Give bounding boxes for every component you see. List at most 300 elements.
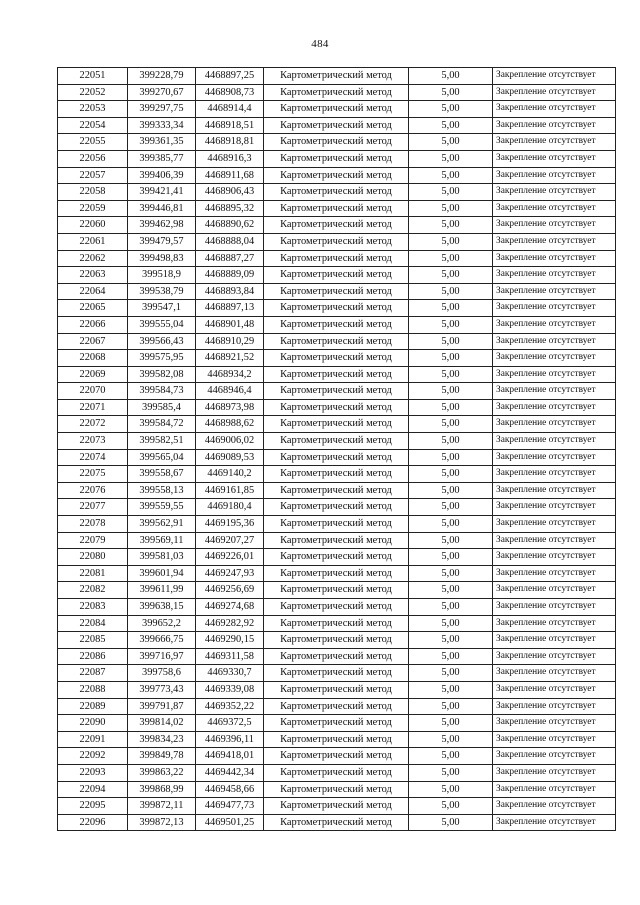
accuracy-cell: 5,00 xyxy=(409,466,493,483)
y-coordinate-cell: 4468889,09 xyxy=(196,267,264,284)
y-coordinate-cell: 4469195,36 xyxy=(196,516,264,533)
fixation-cell: Закрепление отсутствует xyxy=(493,565,616,582)
method-cell: Картометрический метод xyxy=(264,167,409,184)
method-cell: Картометрический метод xyxy=(264,681,409,698)
point-number-cell: 22073 xyxy=(58,433,128,450)
point-number-cell: 22082 xyxy=(58,582,128,599)
x-coordinate-cell: 399791,87 xyxy=(128,698,196,715)
x-coordinate-cell: 399652,2 xyxy=(128,615,196,632)
accuracy-cell: 5,00 xyxy=(409,731,493,748)
y-coordinate-cell: 4468918,81 xyxy=(196,134,264,151)
table-row xyxy=(58,333,616,350)
point-number-cell: 22095 xyxy=(58,798,128,815)
page-number: 484 xyxy=(311,38,329,50)
method-cell: Картометрический метод xyxy=(264,516,409,533)
accuracy-cell: 5,00 xyxy=(409,798,493,815)
method-cell: Картометрический метод xyxy=(264,250,409,267)
fixation-cell: Закрепление отсутствует xyxy=(493,482,616,499)
method-cell: Картометрический метод xyxy=(264,731,409,748)
y-coordinate-cell: 4469339,08 xyxy=(196,681,264,698)
x-coordinate-cell: 399569,11 xyxy=(128,532,196,549)
fixation-cell: Закрепление отсутствует xyxy=(493,333,616,350)
accuracy-cell: 5,00 xyxy=(409,233,493,250)
method-cell: Картометрический метод xyxy=(264,333,409,350)
accuracy-cell: 5,00 xyxy=(409,516,493,533)
accuracy-cell: 5,00 xyxy=(409,184,493,201)
x-coordinate-cell: 399601,94 xyxy=(128,565,196,582)
table-row xyxy=(58,449,616,466)
method-cell: Картометрический метод xyxy=(264,399,409,416)
table-row xyxy=(58,250,616,267)
point-number-cell: 22062 xyxy=(58,250,128,267)
fixation-cell: Закрепление отсутствует xyxy=(493,599,616,616)
y-coordinate-cell: 4468921,52 xyxy=(196,350,264,367)
point-number-cell: 22069 xyxy=(58,366,128,383)
table-row xyxy=(58,134,616,151)
y-coordinate-cell: 4469140,2 xyxy=(196,466,264,483)
x-coordinate-cell: 399872,13 xyxy=(128,814,196,831)
fixation-cell: Закрепление отсутствует xyxy=(493,632,616,649)
point-number-cell: 22057 xyxy=(58,167,128,184)
method-cell: Картометрический метод xyxy=(264,482,409,499)
fixation-cell: Закрепление отсутствует xyxy=(493,316,616,333)
method-cell: Картометрический метод xyxy=(264,150,409,167)
method-cell: Картометрический метод xyxy=(264,316,409,333)
method-cell: Картометрический метод xyxy=(264,200,409,217)
fixation-cell: Закрепление отсутствует xyxy=(493,184,616,201)
point-number-cell: 22080 xyxy=(58,549,128,566)
fixation-cell: Закрепление отсутствует xyxy=(493,499,616,516)
table-row xyxy=(58,101,616,118)
table-row xyxy=(58,698,616,715)
accuracy-cell: 5,00 xyxy=(409,698,493,715)
table-row xyxy=(58,466,616,483)
point-number-cell: 22054 xyxy=(58,117,128,134)
method-cell: Картометрический метод xyxy=(264,698,409,715)
fixation-cell: Закрепление отсутствует xyxy=(493,101,616,118)
x-coordinate-cell: 399562,91 xyxy=(128,516,196,533)
accuracy-cell: 5,00 xyxy=(409,615,493,632)
point-number-cell: 22052 xyxy=(58,84,128,101)
x-coordinate-cell: 399868,99 xyxy=(128,781,196,798)
method-cell: Картометрический метод xyxy=(264,781,409,798)
table-row xyxy=(58,731,616,748)
method-cell: Картометрический метод xyxy=(264,499,409,516)
accuracy-cell: 5,00 xyxy=(409,715,493,732)
fixation-cell: Закрепление отсутствует xyxy=(493,748,616,765)
x-coordinate-cell: 399814,02 xyxy=(128,715,196,732)
fixation-cell: Закрепление отсутствует xyxy=(493,399,616,416)
fixation-cell: Закрепление отсутствует xyxy=(493,134,616,151)
y-coordinate-cell: 4468946,4 xyxy=(196,383,264,400)
x-coordinate-cell: 399446,81 xyxy=(128,200,196,217)
x-coordinate-cell: 399666,75 xyxy=(128,632,196,649)
method-cell: Картометрический метод xyxy=(264,599,409,616)
fixation-cell: Закрепление отсутствует xyxy=(493,814,616,831)
point-number-cell: 22079 xyxy=(58,532,128,549)
point-number-cell: 22074 xyxy=(58,449,128,466)
y-coordinate-cell: 4468901,48 xyxy=(196,316,264,333)
method-cell: Картометрический метод xyxy=(264,748,409,765)
accuracy-cell: 5,00 xyxy=(409,681,493,698)
y-coordinate-cell: 4468890,62 xyxy=(196,217,264,234)
fixation-cell: Закрепление отсутствует xyxy=(493,648,616,665)
fixation-cell: Закрепление отсутствует xyxy=(493,267,616,284)
y-coordinate-cell: 4468911,68 xyxy=(196,167,264,184)
accuracy-cell: 5,00 xyxy=(409,267,493,284)
y-coordinate-cell: 4468906,43 xyxy=(196,184,264,201)
point-number-cell: 22089 xyxy=(58,698,128,715)
table-row xyxy=(58,715,616,732)
x-coordinate-cell: 399581,03 xyxy=(128,549,196,566)
table-row xyxy=(58,482,616,499)
fixation-cell: Закрепление отсутствует xyxy=(493,532,616,549)
accuracy-cell: 5,00 xyxy=(409,814,493,831)
table-row xyxy=(58,184,616,201)
table-row xyxy=(58,283,616,300)
fixation-cell: Закрепление отсутствует xyxy=(493,433,616,450)
y-coordinate-cell: 4468914,4 xyxy=(196,101,264,118)
point-number-cell: 22068 xyxy=(58,350,128,367)
x-coordinate-cell: 399421,41 xyxy=(128,184,196,201)
y-coordinate-cell: 4468918,51 xyxy=(196,117,264,134)
method-cell: Картометрический метод xyxy=(264,134,409,151)
fixation-cell: Закрепление отсутствует xyxy=(493,715,616,732)
method-cell: Картометрический метод xyxy=(264,466,409,483)
y-coordinate-cell: 4469372,5 xyxy=(196,715,264,732)
x-coordinate-cell: 399385,77 xyxy=(128,150,196,167)
x-coordinate-cell: 399584,72 xyxy=(128,416,196,433)
fixation-cell: Закрепление отсутствует xyxy=(493,84,616,101)
fixation-cell: Закрепление отсутствует xyxy=(493,300,616,317)
fixation-cell: Закрепление отсутствует xyxy=(493,615,616,632)
point-number-cell: 22066 xyxy=(58,316,128,333)
x-coordinate-cell: 399758,6 xyxy=(128,665,196,682)
table-row xyxy=(58,532,616,549)
y-coordinate-cell: 4469226,01 xyxy=(196,549,264,566)
table-row xyxy=(58,648,616,665)
table-row xyxy=(58,632,616,649)
method-cell: Картометрический метод xyxy=(264,184,409,201)
x-coordinate-cell: 399406,39 xyxy=(128,167,196,184)
x-coordinate-cell: 399270,67 xyxy=(128,84,196,101)
accuracy-cell: 5,00 xyxy=(409,283,493,300)
fixation-cell: Закрепление отсутствует xyxy=(493,798,616,815)
table-row xyxy=(58,316,616,333)
table-row xyxy=(58,383,616,400)
table-row xyxy=(58,350,616,367)
method-cell: Картометрический метод xyxy=(264,117,409,134)
table-row xyxy=(58,814,616,831)
fixation-cell: Закрепление отсутствует xyxy=(493,150,616,167)
accuracy-cell: 5,00 xyxy=(409,565,493,582)
point-number-cell: 22056 xyxy=(58,150,128,167)
point-number-cell: 22053 xyxy=(58,101,128,118)
y-coordinate-cell: 4469442,34 xyxy=(196,764,264,781)
method-cell: Картометрический метод xyxy=(264,68,409,85)
table-row xyxy=(58,84,616,101)
accuracy-cell: 5,00 xyxy=(409,399,493,416)
fixation-cell: Закрепление отсутствует xyxy=(493,383,616,400)
fixation-cell: Закрепление отсутствует xyxy=(493,117,616,134)
point-number-cell: 22092 xyxy=(58,748,128,765)
fixation-cell: Закрепление отсутствует xyxy=(493,217,616,234)
fixation-cell: Закрепление отсутствует xyxy=(493,582,616,599)
method-cell: Картометрический метод xyxy=(264,549,409,566)
table-row xyxy=(58,217,616,234)
y-coordinate-cell: 4468897,25 xyxy=(196,68,264,85)
fixation-cell: Закрепление отсутствует xyxy=(493,200,616,217)
coordinates-table-body xyxy=(58,68,616,831)
accuracy-cell: 5,00 xyxy=(409,333,493,350)
point-number-cell: 22088 xyxy=(58,681,128,698)
accuracy-cell: 5,00 xyxy=(409,549,493,566)
accuracy-cell: 5,00 xyxy=(409,101,493,118)
y-coordinate-cell: 4468895,32 xyxy=(196,200,264,217)
fixation-cell: Закрепление отсутствует xyxy=(493,665,616,682)
accuracy-cell: 5,00 xyxy=(409,648,493,665)
accuracy-cell: 5,00 xyxy=(409,383,493,400)
x-coordinate-cell: 399716,97 xyxy=(128,648,196,665)
table-row xyxy=(58,366,616,383)
point-number-cell: 22077 xyxy=(58,499,128,516)
method-cell: Картометрический метод xyxy=(264,798,409,815)
y-coordinate-cell: 4468973,98 xyxy=(196,399,264,416)
method-cell: Картометрический метод xyxy=(264,715,409,732)
fixation-cell: Закрепление отсутствует xyxy=(493,283,616,300)
table-row xyxy=(58,582,616,599)
y-coordinate-cell: 4469274,68 xyxy=(196,599,264,616)
point-number-cell: 22075 xyxy=(58,466,128,483)
x-coordinate-cell: 399566,43 xyxy=(128,333,196,350)
x-coordinate-cell: 399297,75 xyxy=(128,101,196,118)
x-coordinate-cell: 399547,1 xyxy=(128,300,196,317)
table-row xyxy=(58,150,616,167)
method-cell: Картометрический метод xyxy=(264,233,409,250)
y-coordinate-cell: 4468908,73 xyxy=(196,84,264,101)
y-coordinate-cell: 4469089,53 xyxy=(196,449,264,466)
y-coordinate-cell: 4469396,11 xyxy=(196,731,264,748)
point-number-cell: 22093 xyxy=(58,764,128,781)
fixation-cell: Закрепление отсутствует xyxy=(493,781,616,798)
accuracy-cell: 5,00 xyxy=(409,350,493,367)
table-row xyxy=(58,764,616,781)
fixation-cell: Закрепление отсутствует xyxy=(493,366,616,383)
point-number-cell: 22061 xyxy=(58,233,128,250)
table-row xyxy=(58,781,616,798)
point-number-cell: 22091 xyxy=(58,731,128,748)
accuracy-cell: 5,00 xyxy=(409,84,493,101)
x-coordinate-cell: 399575,95 xyxy=(128,350,196,367)
table-row xyxy=(58,681,616,698)
y-coordinate-cell: 4469006,02 xyxy=(196,433,264,450)
y-coordinate-cell: 4469256,69 xyxy=(196,582,264,599)
y-coordinate-cell: 4468934,2 xyxy=(196,366,264,383)
fixation-cell: Закрепление отсутствует xyxy=(493,698,616,715)
x-coordinate-cell: 399638,15 xyxy=(128,599,196,616)
table-row xyxy=(58,549,616,566)
accuracy-cell: 5,00 xyxy=(409,134,493,151)
accuracy-cell: 5,00 xyxy=(409,499,493,516)
method-cell: Картометрический метод xyxy=(264,416,409,433)
method-cell: Картометрический метод xyxy=(264,300,409,317)
x-coordinate-cell: 399479,57 xyxy=(128,233,196,250)
y-coordinate-cell: 4469418,01 xyxy=(196,748,264,765)
y-coordinate-cell: 4468910,29 xyxy=(196,333,264,350)
table-row xyxy=(58,599,616,616)
y-coordinate-cell: 4469477,73 xyxy=(196,798,264,815)
point-number-cell: 22076 xyxy=(58,482,128,499)
x-coordinate-cell: 399863,22 xyxy=(128,764,196,781)
fixation-cell: Закрепление отсутствует xyxy=(493,350,616,367)
y-coordinate-cell: 4469180,4 xyxy=(196,499,264,516)
point-number-cell: 22063 xyxy=(58,267,128,284)
point-number-cell: 22065 xyxy=(58,300,128,317)
point-number-cell: 22055 xyxy=(58,134,128,151)
point-number-cell: 22058 xyxy=(58,184,128,201)
point-number-cell: 22051 xyxy=(58,68,128,85)
method-cell: Картометрический метод xyxy=(264,101,409,118)
table-row xyxy=(58,416,616,433)
fixation-cell: Закрепление отсутствует xyxy=(493,68,616,85)
x-coordinate-cell: 399228,79 xyxy=(128,68,196,85)
x-coordinate-cell: 399559,55 xyxy=(128,499,196,516)
table-row xyxy=(58,167,616,184)
accuracy-cell: 5,00 xyxy=(409,68,493,85)
method-cell: Картометрический метод xyxy=(264,366,409,383)
accuracy-cell: 5,00 xyxy=(409,300,493,317)
table-row xyxy=(58,516,616,533)
method-cell: Картометрический метод xyxy=(264,764,409,781)
point-number-cell: 22094 xyxy=(58,781,128,798)
fixation-cell: Закрепление отсутствует xyxy=(493,681,616,698)
accuracy-cell: 5,00 xyxy=(409,217,493,234)
x-coordinate-cell: 399361,35 xyxy=(128,134,196,151)
accuracy-cell: 5,00 xyxy=(409,764,493,781)
table-row xyxy=(58,399,616,416)
method-cell: Картометрический метод xyxy=(264,217,409,234)
accuracy-cell: 5,00 xyxy=(409,416,493,433)
accuracy-cell: 5,00 xyxy=(409,665,493,682)
accuracy-cell: 5,00 xyxy=(409,748,493,765)
point-number-cell: 22090 xyxy=(58,715,128,732)
x-coordinate-cell: 399584,73 xyxy=(128,383,196,400)
accuracy-cell: 5,00 xyxy=(409,167,493,184)
point-number-cell: 22064 xyxy=(58,283,128,300)
x-coordinate-cell: 399582,08 xyxy=(128,366,196,383)
method-cell: Картометрический метод xyxy=(264,532,409,549)
table-row xyxy=(58,665,616,682)
accuracy-cell: 5,00 xyxy=(409,316,493,333)
x-coordinate-cell: 399558,67 xyxy=(128,466,196,483)
accuracy-cell: 5,00 xyxy=(409,433,493,450)
accuracy-cell: 5,00 xyxy=(409,117,493,134)
y-coordinate-cell: 4469311,58 xyxy=(196,648,264,665)
accuracy-cell: 5,00 xyxy=(409,366,493,383)
y-coordinate-cell: 4469290,15 xyxy=(196,632,264,649)
method-cell: Картометрический метод xyxy=(264,383,409,400)
table-row xyxy=(58,499,616,516)
method-cell: Картометрический метод xyxy=(264,267,409,284)
x-coordinate-cell: 399538,79 xyxy=(128,283,196,300)
method-cell: Картометрический метод xyxy=(264,814,409,831)
method-cell: Картометрический метод xyxy=(264,648,409,665)
table-row xyxy=(58,267,616,284)
table-row xyxy=(58,433,616,450)
fixation-cell: Закрепление отсутствует xyxy=(493,250,616,267)
point-number-cell: 22096 xyxy=(58,814,128,831)
x-coordinate-cell: 399518,9 xyxy=(128,267,196,284)
y-coordinate-cell: 4469501,25 xyxy=(196,814,264,831)
point-number-cell: 22087 xyxy=(58,665,128,682)
point-number-cell: 22059 xyxy=(58,200,128,217)
point-number-cell: 22070 xyxy=(58,383,128,400)
method-cell: Картометрический метод xyxy=(264,565,409,582)
accuracy-cell: 5,00 xyxy=(409,150,493,167)
method-cell: Картометрический метод xyxy=(264,632,409,649)
point-number-cell: 22071 xyxy=(58,399,128,416)
method-cell: Картометрический метод xyxy=(264,84,409,101)
coordinates-table xyxy=(57,67,616,831)
x-coordinate-cell: 399773,43 xyxy=(128,681,196,698)
point-number-cell: 22081 xyxy=(58,565,128,582)
accuracy-cell: 5,00 xyxy=(409,582,493,599)
x-coordinate-cell: 399498,83 xyxy=(128,250,196,267)
accuracy-cell: 5,00 xyxy=(409,632,493,649)
fixation-cell: Закрепление отсутствует xyxy=(493,731,616,748)
x-coordinate-cell: 399462,98 xyxy=(128,217,196,234)
table-row xyxy=(58,748,616,765)
point-number-cell: 22086 xyxy=(58,648,128,665)
table-row xyxy=(58,615,616,632)
x-coordinate-cell: 399333,34 xyxy=(128,117,196,134)
y-coordinate-cell: 4468888,04 xyxy=(196,233,264,250)
point-number-cell: 22078 xyxy=(58,516,128,533)
method-cell: Картометрический метод xyxy=(264,433,409,450)
y-coordinate-cell: 4469330,7 xyxy=(196,665,264,682)
method-cell: Картометрический метод xyxy=(264,449,409,466)
x-coordinate-cell: 399849,78 xyxy=(128,748,196,765)
table-row xyxy=(58,233,616,250)
method-cell: Картометрический метод xyxy=(264,615,409,632)
method-cell: Картометрический метод xyxy=(264,283,409,300)
accuracy-cell: 5,00 xyxy=(409,449,493,466)
x-coordinate-cell: 399558,13 xyxy=(128,482,196,499)
point-number-cell: 22083 xyxy=(58,599,128,616)
point-number-cell: 22085 xyxy=(58,632,128,649)
y-coordinate-cell: 4468988,62 xyxy=(196,416,264,433)
y-coordinate-cell: 4468893,84 xyxy=(196,283,264,300)
fixation-cell: Закрепление отсутствует xyxy=(493,449,616,466)
accuracy-cell: 5,00 xyxy=(409,482,493,499)
point-number-cell: 22084 xyxy=(58,615,128,632)
table-row xyxy=(58,300,616,317)
y-coordinate-cell: 4468887,27 xyxy=(196,250,264,267)
x-coordinate-cell: 399834,23 xyxy=(128,731,196,748)
point-number-cell: 22067 xyxy=(58,333,128,350)
table-row xyxy=(58,200,616,217)
x-coordinate-cell: 399611,99 xyxy=(128,582,196,599)
table-row xyxy=(58,565,616,582)
y-coordinate-cell: 4469282,92 xyxy=(196,615,264,632)
fixation-cell: Закрепление отсутствует xyxy=(493,516,616,533)
table-row xyxy=(58,117,616,134)
accuracy-cell: 5,00 xyxy=(409,200,493,217)
accuracy-cell: 5,00 xyxy=(409,532,493,549)
y-coordinate-cell: 4469352,22 xyxy=(196,698,264,715)
method-cell: Картометрический метод xyxy=(264,665,409,682)
accuracy-cell: 5,00 xyxy=(409,781,493,798)
